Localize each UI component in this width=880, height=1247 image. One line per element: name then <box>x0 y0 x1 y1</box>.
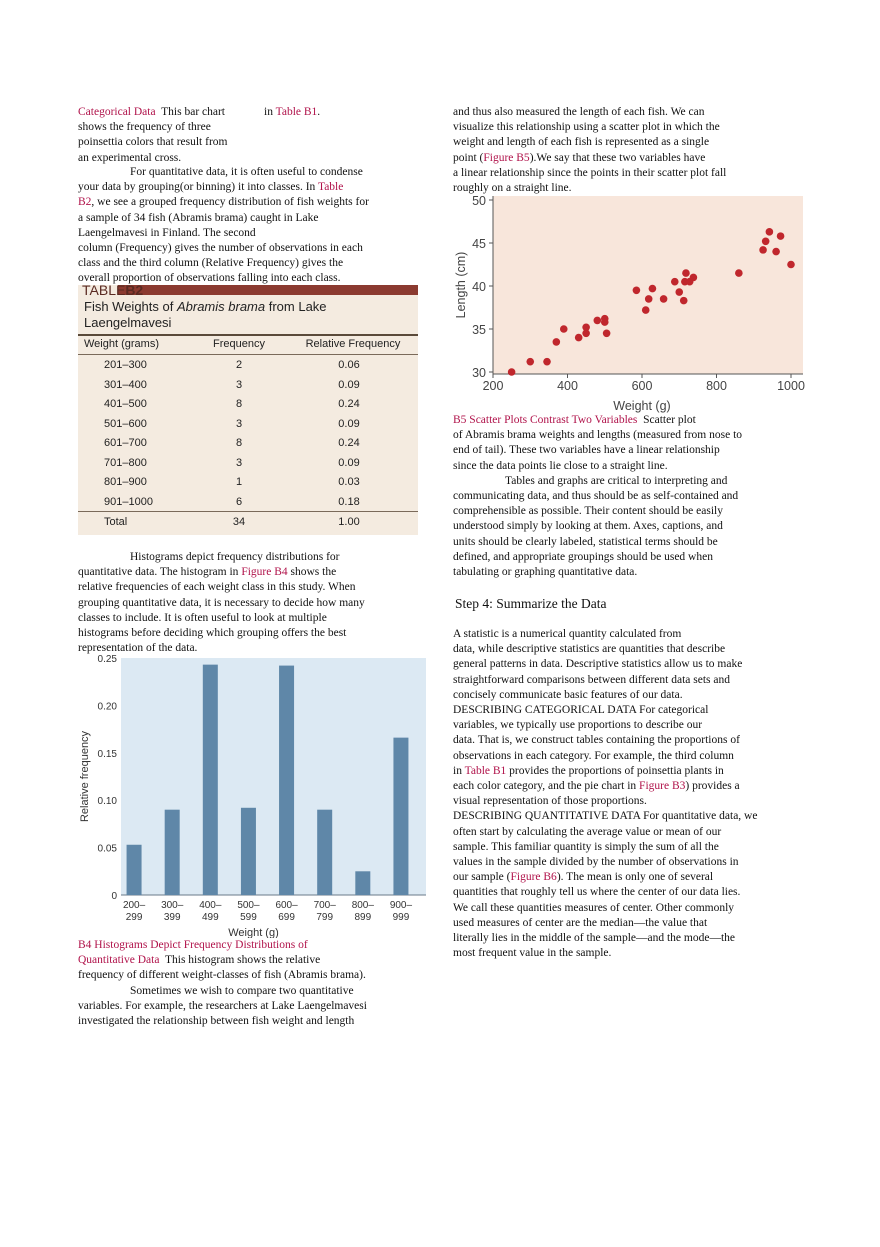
frequency: 1 <box>235 476 243 488</box>
table-total-rule <box>78 511 418 512</box>
y-tick-label: 0.20 <box>97 701 117 713</box>
column-header: Weight (grams) <box>84 338 159 350</box>
table-label <box>82 282 143 298</box>
data-point <box>759 246 767 254</box>
paragraph-line: Laengelmavesi in Finland. The second <box>78 226 256 239</box>
total-relative-frequency: 1.00 <box>338 516 360 528</box>
data-point <box>777 232 785 240</box>
caption-text: shows the frequency of three <box>78 121 211 134</box>
paragraph-line: variables. For example, the researchers at Lake Laengelmavesi <box>78 999 367 1012</box>
data-point <box>762 237 770 245</box>
table-title-part: from Lake <box>265 299 327 314</box>
histogram-chart <box>78 653 428 938</box>
x-tick-label: 900– <box>389 900 413 911</box>
paragraph-line: understood simply by looking at them. Axes, captions, and <box>453 520 723 533</box>
y-tick-label: 35 <box>472 323 486 337</box>
data-point <box>601 318 609 326</box>
data-point <box>553 338 561 346</box>
histogram-bar <box>203 665 218 895</box>
weight-class: 201–300 <box>104 359 147 371</box>
weight-class: 401–500 <box>104 398 147 410</box>
data-point <box>560 325 568 333</box>
data-point <box>787 261 795 269</box>
paragraph-line: roughly on a straight line. <box>453 182 572 195</box>
weight-class: 801–900 <box>104 476 147 488</box>
data-point <box>690 274 698 282</box>
data-point <box>508 368 516 376</box>
data-point <box>575 334 583 342</box>
x-tick-label: 599 <box>240 912 257 923</box>
table-b1-reference <box>264 105 320 120</box>
paragraph-line: Sometimes we wish to compare two quantitative <box>130 984 354 997</box>
figure-b4-link[interactable]: Figure B4 <box>241 566 288 579</box>
frequency: 3 <box>235 417 243 430</box>
table-b2-link[interactable]: Table <box>317 181 344 194</box>
paragraph-line: in <box>453 764 462 777</box>
x-tick-label: 600 <box>631 379 653 393</box>
data-point <box>603 330 611 338</box>
x-tick-label: 699 <box>278 912 295 923</box>
relative-frequency: 0.09 <box>338 417 360 430</box>
caption-title: B4 Histograms Depict Frequency Distributions of <box>78 939 308 951</box>
figure-b6-link[interactable]: Figure B6 <box>510 871 557 884</box>
table-title-part: Laengelmavesi <box>84 315 172 330</box>
data-point <box>682 269 690 277</box>
histogram-bar <box>317 810 332 895</box>
y-tick-label: 30 <box>472 366 486 380</box>
x-tick-label: 800 <box>706 379 727 393</box>
plot-background <box>493 196 803 374</box>
x-axis-label: Weight (g) <box>613 399 671 413</box>
histogram-bar <box>355 871 370 895</box>
paragraph-line: observations in each category. For example, the third column <box>453 749 734 762</box>
caption-text: Scatter plot <box>643 414 696 426</box>
table-header-rule <box>78 354 418 355</box>
histogram-bar <box>279 666 294 895</box>
paragraph-line: provides the proportions of poinsettia plants in <box>509 764 724 777</box>
caption-title: Quantitative Data <box>78 954 160 967</box>
paragraph-line: your data by grouping(or binning) it into classes. In <box>78 181 316 194</box>
relative-frequency: 0.18 <box>338 495 360 508</box>
column-header: Frequency <box>213 338 265 350</box>
paragraph-line: representation of the data. <box>78 642 198 655</box>
paragraph-line: DESCRIBING CATEGORICAL DATA For categorical <box>453 704 709 717</box>
categorical-data-caption <box>78 105 248 166</box>
paragraph-line: quantities that roughly tell us where the center of our data lies. <box>453 886 741 899</box>
x-tick-label: 500– <box>237 900 260 911</box>
column-header: Relative Frequency <box>305 338 401 350</box>
table-row <box>78 434 418 454</box>
caption-text: This bar chart <box>161 106 226 118</box>
paragraph-line: often start by calculating the average value or mean of our <box>453 825 722 838</box>
paragraph-line: variables, we typically use proportions to describe our <box>453 719 703 732</box>
figure-b5-caption <box>453 413 803 580</box>
paragraph-line: Tables and graphs are critical to interpreting and <box>505 474 728 487</box>
data-point <box>680 297 688 305</box>
x-tick-label: 999 <box>392 912 410 923</box>
caption-text: since the data points lie close to a straight line. <box>453 459 668 472</box>
paragraph-line: most frequent value in the sample. <box>453 947 612 960</box>
caption-text: This histogram shows the relative <box>164 954 321 967</box>
paragraph-line: histograms before deciding which grouping offers the best <box>78 627 347 640</box>
data-point <box>671 278 679 286</box>
x-tick-label: 400 <box>557 379 578 393</box>
y-axis-label: Length (cm) <box>454 251 468 319</box>
caption-text: frequency of different weight-classes of fish (Abramis brama). <box>78 969 366 982</box>
figure-b5-link[interactable]: Figure B5 <box>483 151 530 164</box>
paragraph-line: relative frequencies of each weight class in this study. When <box>78 581 356 594</box>
paragraph-line: units should be clearly labeled, statistical terms should be <box>453 535 718 548</box>
paragraph-grouping <box>78 165 423 287</box>
x-tick-label: 499 <box>201 912 219 923</box>
relative-frequency: 0.09 <box>338 378 360 391</box>
table-row <box>78 376 418 396</box>
caption-text: an experimental cross. <box>78 151 182 164</box>
y-axis-label: Relative frequency <box>79 730 91 823</box>
caption-title: B5 Scatter Plots Contrast Two Variables <box>453 414 638 426</box>
paragraph-line: data, while descriptive statistics are quantities that describe <box>453 643 726 656</box>
total-label: Total <box>104 516 128 528</box>
x-tick-label: 1000 <box>777 379 805 393</box>
table-title-species: Abramis brama <box>176 299 266 314</box>
table-row <box>78 395 418 415</box>
data-point <box>582 323 590 331</box>
paragraph-line: DESCRIBING QUANTITATIVE DATA For quantitative data, we <box>453 810 758 823</box>
paragraph-line: Histograms depict frequency distributions for <box>130 551 340 563</box>
data-point <box>772 248 780 256</box>
frequency: 3 <box>235 456 243 469</box>
table-label-prefix: TABLE <box>82 282 126 298</box>
data-point <box>594 317 602 325</box>
paragraph-line: , we see a grouped frequency distribution of fish weights for <box>91 196 369 209</box>
weight-class: 901–1000 <box>104 495 153 508</box>
caption-text: end of tail). These two variables have a linear relationship <box>453 444 720 457</box>
paragraph-line: investigated the relationship between fish weight and length <box>78 1015 355 1028</box>
table-row <box>78 415 418 435</box>
y-tick-label: 0.10 <box>97 796 117 808</box>
paragraph-line: comprehensible as possible. Their content should be easily <box>453 505 723 518</box>
data-point <box>766 228 774 236</box>
weight-class: 601–700 <box>104 437 147 449</box>
y-tick-label: 50 <box>472 194 486 208</box>
y-tick-label: 0.15 <box>97 748 117 760</box>
caption-text: poinsettia colors that result from <box>78 136 228 149</box>
frequency: 3 <box>235 378 243 391</box>
figure-b3-link[interactable]: Figure B3 <box>639 780 686 793</box>
relative-frequency: 0.03 <box>338 476 360 488</box>
data-point <box>649 285 657 293</box>
paragraph-line: For quantitative data, it is often useful to condense <box>130 166 363 178</box>
paragraph-line: shows the <box>290 566 337 579</box>
paragraph-line: visualize this relationship using a scatter plot in which the <box>453 121 720 134</box>
data-point <box>660 295 668 303</box>
paragraph-line: used measures of center are the median—the value that <box>453 916 708 929</box>
data-point <box>675 288 683 296</box>
paragraph-line: classes to include. It is often useful to look at multiple <box>78 611 327 624</box>
relative-frequency: 0.06 <box>338 359 360 371</box>
frequency: 6 <box>235 495 243 508</box>
paragraph-summarize <box>453 627 803 961</box>
paragraph-line: tabulating or graphing quantitative data. <box>453 566 638 579</box>
x-tick-label: 300– <box>161 900 184 911</box>
table-row <box>78 473 418 493</box>
paragraph-line: data. That is, we construct tables containing the proportions of <box>453 734 740 747</box>
paragraph-line: grouping quantitative data, it is necessary to decide how many <box>78 596 365 609</box>
table-title <box>84 299 414 331</box>
table-row <box>78 356 418 376</box>
data-point <box>735 269 743 277</box>
x-tick-label: 400– <box>199 900 222 911</box>
x-tick-label: 899 <box>354 912 372 923</box>
table-row <box>78 493 418 513</box>
paragraph-line: ). The mean is only one of several <box>556 871 714 884</box>
histogram-bar <box>241 808 256 895</box>
table-title-bar <box>118 285 418 295</box>
scatter-figure-b5 <box>453 192 805 414</box>
paragraph-line: overall proportion of observations falling into each class. <box>78 272 341 285</box>
table-b2 <box>78 282 418 535</box>
data-point <box>642 306 650 314</box>
ref-period: . <box>317 106 321 118</box>
caption-text: of Abramis brama weights and lengths (measured from nose to <box>453 429 743 442</box>
frequency: 2 <box>235 359 243 371</box>
paragraph-line: straightforward comparisons between different data sets and <box>453 673 730 686</box>
y-tick-label: 40 <box>472 280 486 294</box>
x-tick-label: 799 <box>316 912 334 923</box>
paragraph-line: concisely communicate basic features of our data. <box>453 688 683 701</box>
paragraph-line: ).We say that these two variables have <box>529 151 706 164</box>
table-title-part: Fish Weights of <box>84 299 177 314</box>
frequency: 8 <box>235 437 243 449</box>
figure-b4-caption <box>78 938 423 1029</box>
paragraph-line: We call these quantities measures of center. Other commonly <box>453 901 735 914</box>
scatter-chart <box>453 192 805 414</box>
paragraph-line: weight and length of each fish is represented as a single <box>453 136 710 149</box>
x-tick-label: 399 <box>163 912 181 923</box>
data-point <box>633 287 641 295</box>
paragraph-line: sample. This familiar quantity is simply the sum of all the <box>453 840 719 853</box>
paragraph-line: a linear relationship since the points in their scatter plot fall <box>453 166 727 179</box>
table-header-row <box>78 335 418 355</box>
caption-title: Categorical Data <box>78 106 156 118</box>
x-tick-label: 800– <box>351 900 374 911</box>
paragraph-line: ) provides a <box>685 780 740 793</box>
paragraph-line: a sample of 34 fish (Abramis brama) caught in Lake <box>78 211 319 224</box>
paragraph-line: and thus also measured the length of each fish. We can <box>453 106 705 118</box>
data-point <box>543 358 551 366</box>
relative-frequency: 0.24 <box>338 398 360 410</box>
table-b2-link[interactable]: B2 <box>78 196 92 209</box>
paragraph-line: defined, and appropriate groupings should be used when <box>453 550 713 563</box>
histogram-bar <box>127 845 142 895</box>
weight-class: 701–800 <box>104 456 147 469</box>
paragraph-histograms <box>78 550 423 656</box>
data-point <box>645 295 653 303</box>
table-b1-link[interactable]: Table B1 <box>275 106 318 118</box>
ref-text: in <box>264 106 273 118</box>
x-axis-label: Weight (g) <box>228 927 279 938</box>
paragraph-line: communicating data, and thus should be as self-contained and <box>453 490 739 503</box>
weight-class: 501–600 <box>104 417 147 430</box>
x-tick-label: 200– <box>122 900 146 911</box>
frequency: 8 <box>235 398 243 410</box>
paragraph-line: point ( <box>453 151 484 164</box>
weight-class: 301–400 <box>104 378 147 391</box>
table-label-number: B2 <box>125 282 144 298</box>
y-tick-label: 0 <box>111 891 117 902</box>
total-frequency: 34 <box>232 516 246 528</box>
paragraph-line: column (Frequency) gives the number of observations in each <box>78 242 363 255</box>
table-b1-link[interactable]: Table B1 <box>464 764 507 777</box>
y-tick-label: 45 <box>472 237 486 251</box>
relative-frequency: 0.09 <box>338 456 360 469</box>
histogram-bar <box>393 738 408 895</box>
paragraph-line: visual representation of those proportions. <box>453 795 647 808</box>
paragraph-line: our sample ( <box>453 871 511 884</box>
paragraph-scatter-intro <box>453 105 803 196</box>
table-total-row <box>78 513 418 533</box>
y-tick-label: 0.05 <box>97 843 117 855</box>
paragraph-line: general patterns in data. Descriptive statistics allow us to make <box>453 658 743 671</box>
x-tick-label: 200 <box>482 379 504 393</box>
paragraph-line: literally lies in the middle of the sample—and the mode—the <box>453 932 735 945</box>
relative-frequency: 0.24 <box>338 437 360 449</box>
histogram-figure-b4 <box>78 653 428 938</box>
x-tick-label: 700– <box>313 900 336 911</box>
x-tick-label: 299 <box>125 912 143 923</box>
y-tick-label: 0.25 <box>97 654 117 665</box>
paragraph-line: each color category, and the pie chart in <box>453 780 637 793</box>
histogram-bar <box>165 810 180 895</box>
data-point <box>526 358 534 366</box>
section-heading: Step 4: Summarize the Data <box>455 596 607 611</box>
paragraph-line: quantitative data. The histogram in <box>78 566 239 579</box>
paragraph-line: A statistic is a numerical quantity calculated from <box>453 628 682 640</box>
x-tick-label: 600– <box>275 900 298 911</box>
paragraph-line: class and the third column (Relative Frequency) gives the <box>78 257 344 270</box>
paragraph-line: values in the sample divided by the number of observations in <box>453 856 739 869</box>
table-row <box>78 454 418 474</box>
